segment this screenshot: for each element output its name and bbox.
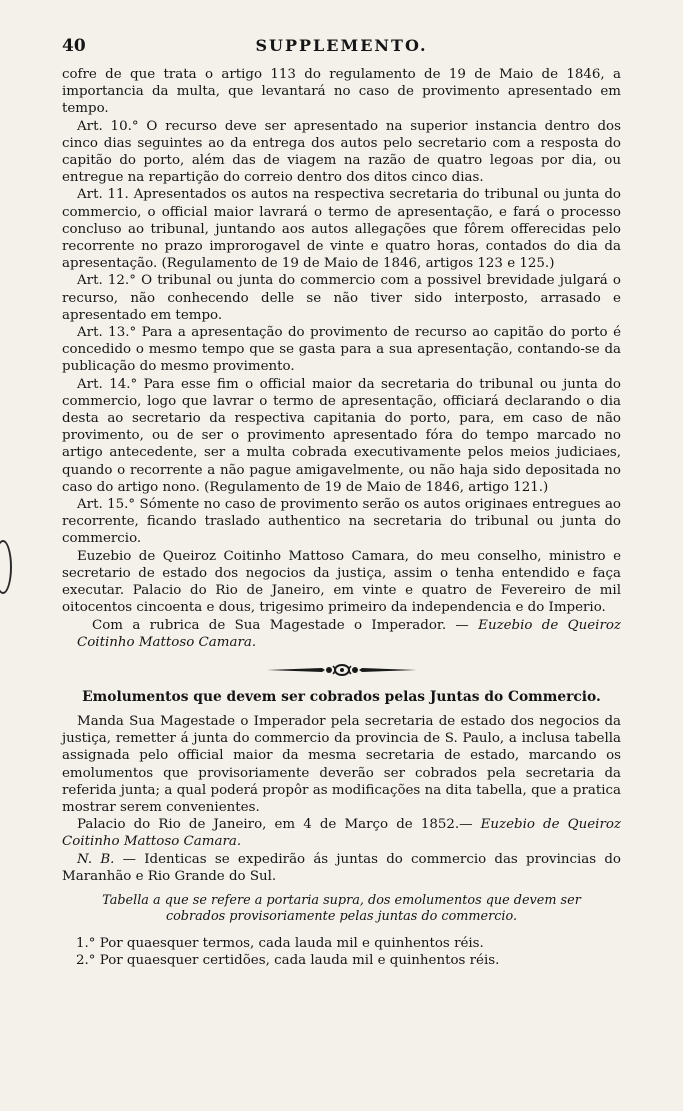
article-13: Art. 13.° Para a apresentação do provimento de recurso ao capitão do porto é concedido o mesmo tempo que se gasta para a sua apresentação, contando-se da publicação do mesmo provimento. (62, 325, 621, 375)
nota-bene-text: — Identicas se expedirão ás juntas do commercio das provincias do Maranhão e Rio Grande do Sul. (62, 851, 621, 884)
signature-signer: Euzebio de Queiroz Coitinho Mattoso Camara. (77, 617, 621, 650)
article-10: Art. 10.° O recurso deve ser apresentado na superior instancia dentro dos cinco dias seguintes ao da entrega dos autos pelo secretario com a resposta do capitão do porto, além das de viagem na razão de quatro legoas por dia, ou entregue na repartição do correio dentro dos ditos cinco dias. (62, 118, 621, 186)
nota-bene-label: N. B. (77, 851, 115, 867)
nota-bene (62, 851, 621, 885)
signature-line (62, 617, 621, 651)
page-number: 40 (62, 36, 86, 56)
ornament-rule-icon (267, 663, 417, 677)
dateline (62, 816, 621, 850)
dateline-signer: Euzebio de Queiroz Coitinho Mattoso Camara. (62, 817, 621, 850)
ornament-divider (62, 653, 621, 687)
list-item: 2.° Por quaesquer certidões, cada lauda mil e quinhentos réis. (76, 953, 500, 969)
article-15: Art. 15.° Sómente no caso de provimento serão os autos originaes entregues ao recorrente, ficando traslado authentico na secretaria do tribunal ou junta do commercio. (62, 497, 621, 547)
signature-text: Com a rubrica de Sua Magestade o Imperador. — (92, 617, 469, 633)
table-caption: Tabella a que se refere a portaria supra, dos emolumentos que devem ser cobrados provisoriamente pelas juntas do commercio. (102, 892, 581, 924)
running-title: SUPPLEMENTO. (255, 36, 428, 55)
section-heading: Emolumentos que devem ser cobrados pelas Juntas do Commercio. (82, 688, 601, 705)
article-14: Art. 14.° Para esse fim o official maior da secretaria do tribunal ou junta do commercio, logo que lavrar o termo de apresentação, officiará declarando o dia desta ao secretario da respectiva capitania do porto, para, em caso de não provimento, ou de ser o provimento apresentado fóra do tempo marcado no artigo antecedente, ser a multa cobrada executivamente pelos meios judiciaes, quando o recorrente a não pague amigavelmente, ou não haja sido depositada no caso do artigo nono. (Regulamento de 19 de Maio de 1846, artigo 121.) (62, 376, 621, 495)
paragraph-continuation: cofre de que trata o artigo 113 do regulamento de 19 de Maio de 1846, a importancia da multa, que levantará no caso de provimento apresentado em tempo. (62, 67, 621, 117)
article-11: Art. 11. Apresentados os autos na respectiva secretaria do tribunal ou junta do commercio, o official maior lavrará o termo de apresentação, e fará o processo concluso ao tribunal, juntando aos autos allegações que fôrem offerecidas pelo recorrente no prazo improrogavel de vinte e quatro horas, contados do dia da apresentação. (Regulamento de 19 de Maio de 1846, artigos 123 e 125.) (62, 187, 621, 272)
section-paragraph: Manda Sua Magestade o Imperador pela secretaria de estado dos negocios da justiça, remetter á junta do commercio da provincia de S. Paulo, a inclusa tabella assignada pelo official maior da mesma secretaria de estado, marcando os emolumentos que provisoriamente deverão ser cobrados pela secretaria da referida junta; a qual poderá propôr as modificações na dita tabella, que a pratica mostrar serem convenientes. (62, 713, 621, 815)
closing-paragraph: Euzebio de Queiroz Coitinho Mattoso Camara, do meu conselho, ministro e secretario de estado dos negocios da justiça, assim o tenha entendido e faça executar. Palacio do Rio de Janeiro, em vinte e quatro de Fevereiro de mil oitocentos cincoenta e dous, trigesimo primeiro da independencia e do Imperio. (62, 548, 621, 616)
dateline-text: Palacio do Rio de Janeiro, em 4 de Março de 1852.— (77, 817, 473, 833)
list-item: 1.° Por quaesquer termos, cada lauda mil e quinhentos réis. (76, 935, 484, 951)
page-header (62, 36, 621, 66)
article-12: Art. 12.° O tribunal ou junta do commercio com a possivel brevidade julgará o recurso, não conhecendo delle se não tiver sido interposto, arrasado e apresentado em tempo. (62, 273, 621, 323)
